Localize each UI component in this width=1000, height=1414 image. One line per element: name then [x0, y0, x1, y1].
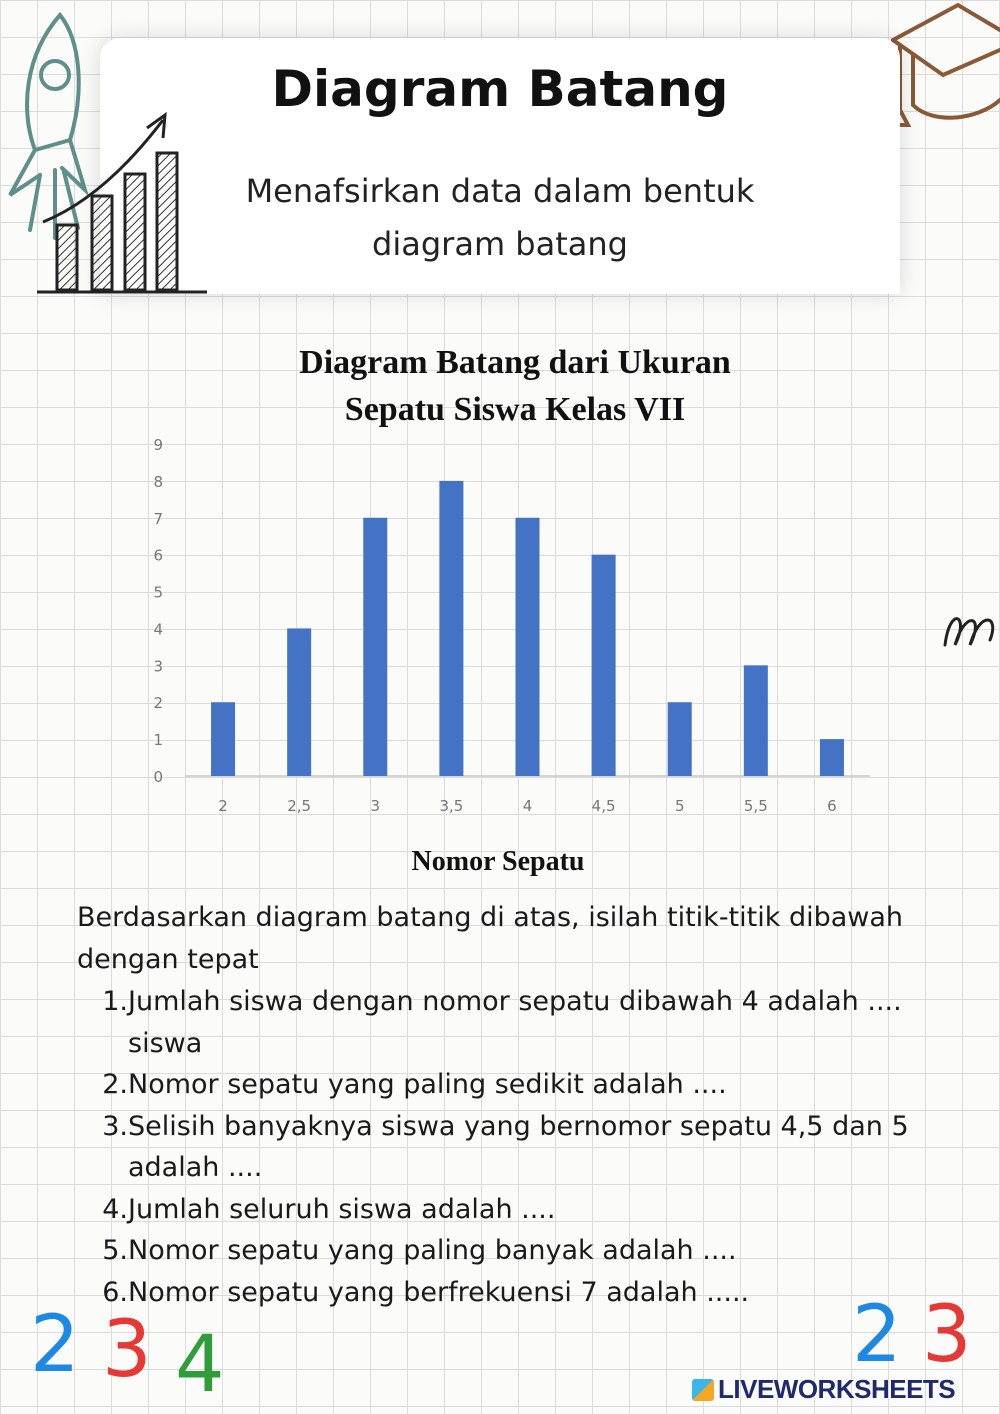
y-tick-label: 5	[153, 583, 163, 602]
question-number: 5.	[102, 1235, 128, 1266]
question-item	[96, 1064, 946, 1106]
bar	[820, 739, 844, 776]
question-text: Nomor sepatu yang paling banyak adalah ....	[128, 1235, 737, 1266]
bar	[363, 518, 387, 776]
y-tick-label: 7	[153, 509, 163, 528]
decor-digit: 4	[175, 1320, 225, 1410]
instruction-text: Berdasarkan diagram batang di atas, isilah titik-titik dibawah dengan tepat	[77, 902, 904, 975]
y-tick-label: 6	[153, 546, 163, 565]
question-text: Nomor sepatu yang paling sedikit adalah ....	[128, 1069, 727, 1100]
scribble-icon	[940, 585, 1000, 675]
chart-title-line-1: Diagram Batang dari Ukuran	[299, 344, 731, 381]
decor-digit: 3	[102, 1305, 152, 1395]
question-item	[96, 1106, 946, 1189]
decor-digit: 3	[922, 1290, 972, 1380]
x-tick-label: 4,5	[591, 797, 616, 815]
subtitle-line-1: Menafsirkan data dalam bentuk	[245, 172, 755, 210]
y-tick-label: 8	[153, 472, 163, 491]
question-item	[96, 1230, 946, 1272]
y-tick-label: 0	[153, 768, 163, 786]
question-list	[96, 981, 946, 1313]
bar	[668, 702, 692, 776]
subtitle-line-2: diagram batang	[372, 225, 628, 263]
question-item	[96, 1189, 946, 1231]
chart-title-line-2: Sepatu Siswa Kelas VII	[344, 391, 686, 428]
rising-bar-chart-icon	[35, 110, 210, 300]
y-tick-label: 9	[153, 436, 163, 454]
x-tick-label: 3	[370, 797, 381, 815]
question-text: Jumlah seluruh siswa adalah ....	[128, 1193, 556, 1225]
x-tick-label: 5	[674, 797, 685, 815]
x-tick-label: 2,5	[287, 797, 312, 815]
question-text: Jumlah siswa dengan nomor sepatu dibawah 4 adalah .... siswa	[128, 986, 902, 1059]
brand-text: LIVEWORKSHEETS	[718, 1374, 956, 1404]
page-title: Diagram Batang	[271, 60, 729, 118]
y-tick-label: 3	[153, 657, 163, 676]
page-subtitle	[200, 165, 800, 271]
bar	[516, 518, 540, 776]
question-number: 3.	[102, 1110, 128, 1142]
question-item	[96, 981, 946, 1064]
bar	[211, 702, 235, 776]
y-tick-label: 1	[153, 731, 163, 750]
bar	[287, 628, 311, 776]
x-tick-label: 2	[218, 797, 228, 815]
question-number: 6.	[102, 1276, 128, 1308]
liveworksheets-badge-icon	[692, 1379, 714, 1401]
x-axis-label: Nomor Sepatu	[411, 846, 585, 877]
decor-digit: 2	[852, 1290, 902, 1380]
y-tick-label: 2	[153, 694, 163, 713]
bar	[439, 481, 463, 776]
question-item	[96, 1272, 946, 1314]
x-tick-label: 6	[827, 797, 837, 815]
bar	[744, 665, 768, 776]
question-text: Nomor sepatu yang berfrekuensi 7 adalah .....	[128, 1276, 750, 1308]
question-number: 1.	[102, 986, 128, 1017]
bar-chart	[80, 330, 900, 885]
y-tick-label: 4	[153, 620, 163, 639]
liveworksheets-logo[interactable]	[692, 1374, 955, 1405]
x-tick-label: 4	[522, 797, 533, 815]
question-text: Selisih banyaknya siswa yang bernomor sepatu 4,5 dan 5 adalah ....	[128, 1110, 909, 1183]
x-tick-label: 3,5	[439, 797, 464, 815]
question-number: 2.	[102, 1069, 128, 1100]
decor-digit: 2	[30, 1300, 80, 1390]
x-tick-label: 5,5	[743, 797, 768, 815]
question-number: 4.	[102, 1193, 128, 1225]
bar	[592, 555, 616, 776]
